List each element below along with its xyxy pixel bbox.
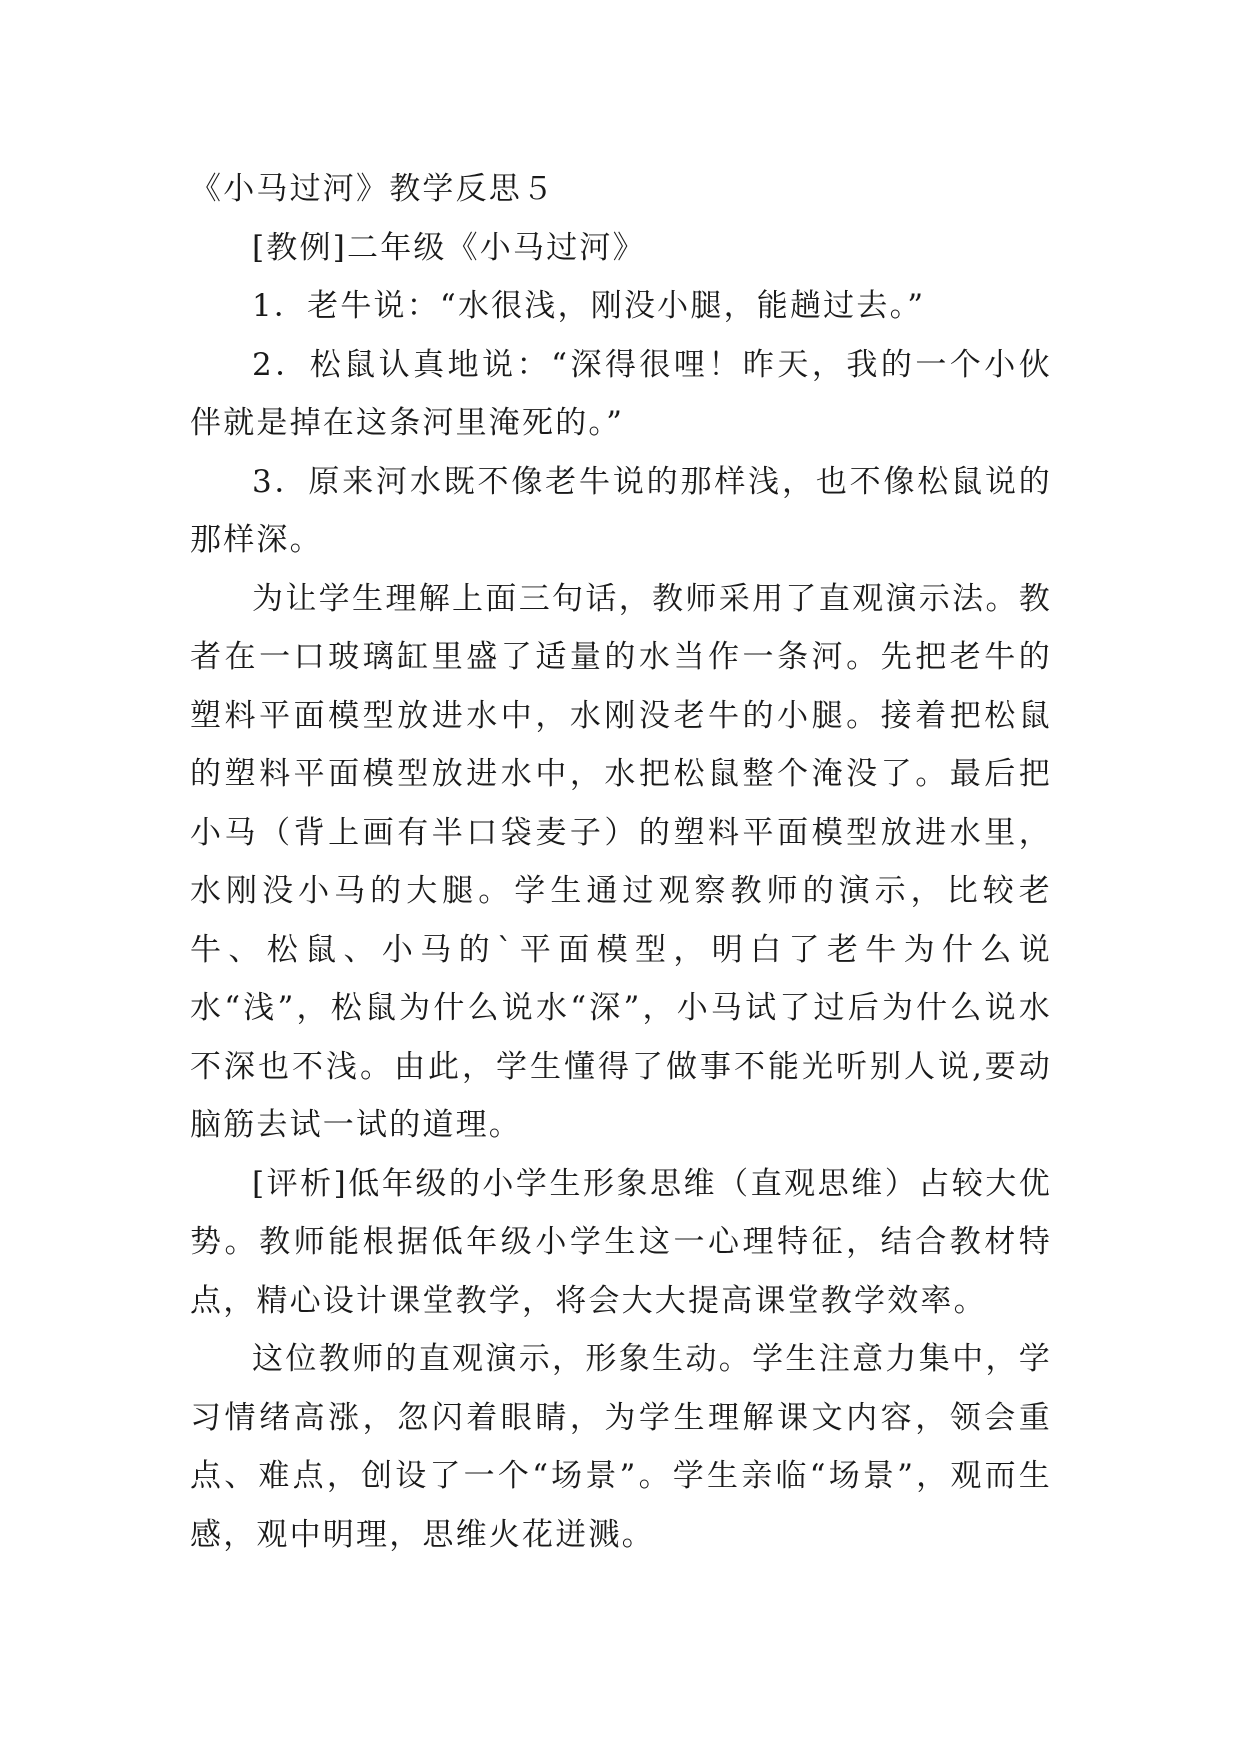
paragraph-quote-river: 3．原来河水既不像老牛说的那样浅，也不像松鼠说的那样深。: [190, 463, 1052, 558]
document-body: [190, 160, 1052, 1564]
paragraph-analysis: [评析]低年级的小学生形象思维（直观思维）占较大优势。教师能根据低年级小学生这一心理特征，结合教材特点，精心设计课堂教学，将会大大提高课堂教学效率。: [190, 1165, 1052, 1319]
paragraph-demonstration: 为让学生理解上面三句话，教师采用了直观演示法。教者在一口玻璃缸里盛了适量的水当作一条河。先把老牛的塑料平面模型放进水中，水刚没老牛的小腿。接着把松鼠的塑料平面模型放进水中，水把松鼠整个淹没了。最后把小马（背上画有半口袋麦子）的塑料平面模型放进水里，水刚没小马的大腿。学生通过观察教师的演示，比较老牛、松鼠、小马的`平面模型，明白了老牛为什么说水“浅”，松鼠为什么说水“深”，小马试了过后为什么说水不深也不浅。由此，学生懂得了做事不能光听别人说,要动脑筋去试一试的道理。: [190, 580, 1052, 1143]
paragraph-quote-squirrel: 2．松鼠认真地说：“深得很哩！昨天，我的一个小伙伴就是掉在这条河里淹死的。”: [190, 346, 1052, 441]
paragraph-quote-ox: 1．老牛说：“水很浅，刚没小腿，能趟过去。”: [252, 288, 926, 324]
paragraph-case-heading: [教例]二年级《小马过河》: [252, 229, 646, 266]
paragraph-conclusion: 这位教师的直观演示，形象生动。学生注意力集中，学习情绪高涨，忽闪着眼睛，为学生理解课文内容，领会重点、难点，创设了一个“场景”。学生亲临“场景”，观而生感，观中明理，思维火花迸溅。: [190, 1341, 1052, 1553]
document-title: 《小马过河》教学反思５: [190, 171, 556, 207]
